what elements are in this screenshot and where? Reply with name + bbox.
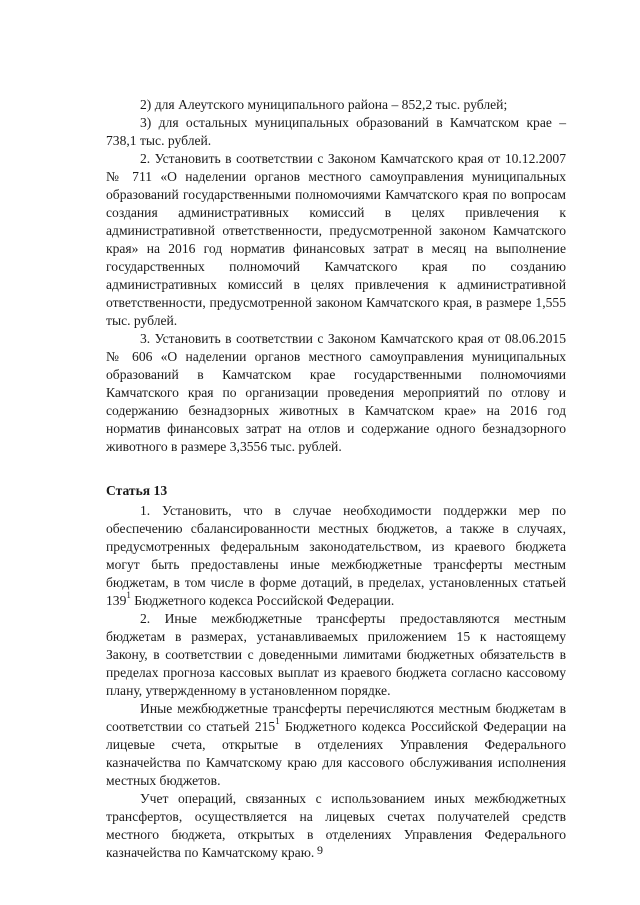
article-paragraph-3 — [106, 700, 566, 790]
paragraph-item-2: 2) для Алеутского муниципального района – 852,2 тыс. рублей; — [140, 97, 508, 112]
article-paragraph-1-text: 1. Установить, что в случае необходимости поддержки мер по обеспечению сбалансированности местных бюджетов, а также в случаях, предусмотренных федеральным законодательством, из краевого бюджета могут быть предоставлены иные межбюджетные трансферты местным бюджетам, в том числе в форме дотаций, в пределах, установленных статьей 139 — [106, 503, 566, 608]
paragraph-item-3: 3) для остальных муниципальных образований в Камчатском крае – 738,1 тыс. рублей. — [106, 115, 566, 148]
article-title: Статья 13 — [106, 483, 168, 498]
page-number: 9 — [317, 843, 323, 857]
article-paragraph-1-tail: Бюджетного кодекса Российской Федерации. — [130, 593, 395, 608]
paragraph-point-3: 3. Установить в соответствии с Законом Камчатского края от 08.06.2015 № 606 «О наделении органов местного самоуправления муниципальных образований в Камчатском крае государственными полномочиями Камчатского края по организации проведения мероприятий по отлову и содержанию безнадзорных животных в Камчатском крае» на 2016 год норматив финансовых затрат на отлов и содержание одного безнадзорного животного в размере 3,3556 тыс. рублей. — [106, 331, 566, 454]
article-paragraph-3-sup: 1 — [275, 716, 280, 727]
article-paragraph-2: 2. Иные межбюджетные трансферты предоставляются местным бюджетам в размерах, устанавливаемых приложением 15 к настоящему Закону, в соответствии с доведенными лимитами бюджетных обязательств в пределах прогноза кассовых выплат из краевого бюджета согласно кассовому плану, утвержденному в установленном порядке. — [106, 611, 566, 698]
article-paragraph-4: Учет операций, связанных с использованием иных межбюджетных трансфертов, осуществляется на лицевых счетах получателей средств местного бюджета, открытых в отделениях Управления Федерального казначейства по Камчатскому краю. — [106, 791, 566, 860]
article-paragraph-1-sup: 1 — [126, 590, 131, 601]
document-body — [106, 96, 566, 862]
article-paragraph-3-tail: Бюджетного кодекса Российской Федерации на лицевые счета, открытые в отделениях Управления Федерального казначейства по Камчатскому краю для кассового обслуживания исполнения местных бюджетов. — [106, 719, 566, 788]
article-paragraph-1 — [106, 502, 566, 610]
paragraph-point-2: 2. Установить в соответствии с Законом Камчатского края от 10.12.2007 № 711 «О наделении органов местного самоуправления муниципальных образований государственными полномочиями Камчатского края по вопросам создания административных комиссий в целях привлечения к административной ответственности, предусмотренной законом Камчатского края» на 2016 год норматив финансовых затрат в месяц на выполнение государственных полномочий Камчатского края по созданию административных комиссий в целях привлечения к административной ответственности, предусмотренной законом Камчатского края, в размере 1,555 тыс. рублей. — [106, 151, 566, 328]
article-paragraph-3-text: Иные межбюджетные трансферты перечисляются местным бюджетам в соответствии со статьей 215 — [106, 701, 566, 734]
